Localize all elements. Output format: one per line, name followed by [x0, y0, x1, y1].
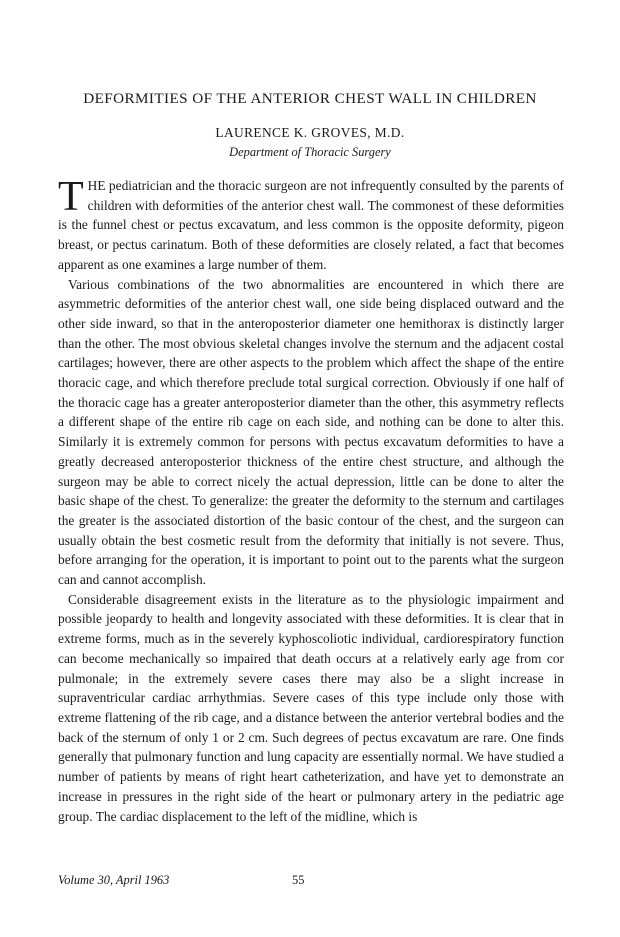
article-author: LAURENCE K. GROVES, M.D.: [215, 125, 405, 140]
paragraph-1-text: HE pediatrician and the thoracic surgeon are not infrequently consulted by the parents of children with deformities of the anterior chest wall. The commonest of these deformities is the funnel chest or pectus excavatum, and less common is the opposite deformity, pigeon breast, or pectus carinatum. Both of these deformities are closely related, a fact that becomes apparent as one examines a large number of them.: [58, 178, 564, 272]
paragraph-1: [58, 176, 564, 275]
article-title: DEFORMITIES OF THE ANTERIOR CHEST WALL IN CHILDREN: [83, 90, 537, 107]
article-body: [58, 176, 564, 826]
page-number: 55: [292, 873, 305, 887]
paragraph-3: Considerable disagreement exists in the literature as to the physiologic impairment and possible jeopardy to health and longevity associated with these deformities. It is clear that in extreme forms, much as in the severely kyphoscoliotic individual, cardiorespiratory function can become mechanically so impaired that death occurs at a relatively early age from cor pulmonale; in the extremely severe cases there may also be a slight increase in supraventricular cardiac arrhythmias. Severe cases of this type include only those with extreme flattening of the rib cage, and a distance between the anterior vertebral bodies and the back of the sternum of only 1 or 2 cm. Such degrees of pectus excavatum are rare. One finds generally that pulmonary function and lung capacity are essentially normal. We have studied a number of patients by means of right heart catheterization, and have yet to demonstrate an increase in pressures in the right side of the heart or pulmonary artery in the pediatric age group. The cardiac displacement to the left of the midline, which is: [58, 591, 564, 824]
journal-volume-date: Volume 30, April 1963: [58, 873, 170, 887]
drop-cap: T: [58, 174, 84, 220]
author-department: Department of Thoracic Surgery: [229, 145, 391, 159]
paragraph-2: Various combinations of the two abnormalities are encountered in which there are asymmetric deformities of the anterior chest wall, one side being displaced outward and the other side inward, so that in the anteroposterior diameter one hemithorax is distinctly larger than the other. The most obvious skeletal changes involve the sternum and the adjacent costal cartilages; however, there are other aspects to the problem which affect the shape of the entire thoracic cage, and which therefore preclude total surgical correction. Obviously if one half of the thoracic cage has a greater anteroposterior diameter than the other, this asymmetry reflects a different shape of the entire rib cage on each side, and nothing can be done to alter this. Similarly it is extremely common for persons with pectus excavatum deformities to have a greatly decreased anteroposterior thickness of the entire chest structure, and although the surgeon may be able to correct nicely the actual depression, little can be done to alter the basic shape of the chest. To generalize: the greater the deformity to the sternum and cartilages the greater is the associated distortion of the basic contour of the chest, and the surgeon can usually obtain the best cosmetic result from the deformity that initially is not severe. Thus, before arranging for the operation, it is important to point out to the parents what the surgeon can and cannot accomplish.: [58, 276, 564, 588]
